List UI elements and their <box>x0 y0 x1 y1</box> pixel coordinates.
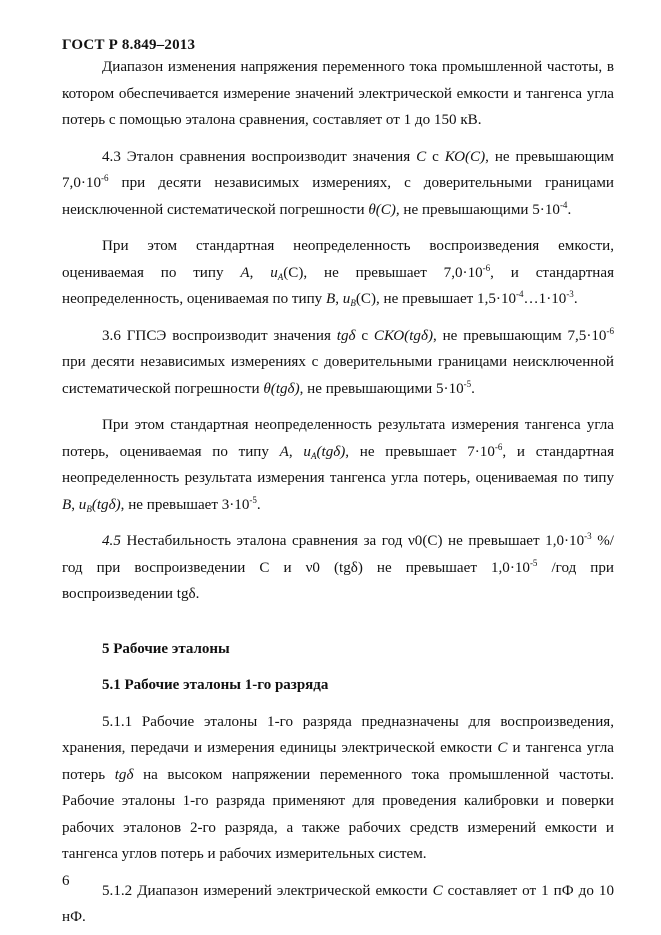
standard-code-header: ГОСТ Р 8.849–2013 <box>62 37 196 53</box>
paragraph-5-1-1: 5.1.1 Рабочие эталоны 1-го разряда предназначены для воспроизведения, хранения, передачи и измерения единицы электрической емкости С и тангенса угла потерь tgδ на высоком напряжении переменного тока промышленной частоты. Рабочие эталоны 1-го разряда применяют для проведения калибровки и поверки рабочих эталонов 2-го разряда, а также рабочих средств измерений емкости и тангенса углов потерь и рабочих измерительных систем. <box>62 713 614 862</box>
paragraph-4-3: 4.3 Эталон сравнения воспроизводит значения С с КО(С), не превышающим $7,0\cdot 10^{-6}$ при десяти независимых измерениях, с доверительными границами неисключенной систематической погрешности θ(С), не превышающими $5\cdot 10^{-4}$. <box>62 148 614 218</box>
paragraph-tangent-uncertainty: При этом стандартная неопределенность результата измерения тангенса угла потерь, оцениваемая по типу А, $u_A(tg\delta)$, не превышает $7\cdot 10^{-6}$, и стандартная неопределенность результата измерения тангенса угла потерь, оцениваемая по типу В, $u_B(tg\delta)$, не превышает $3\cdot 10^{-5}$. <box>62 417 615 514</box>
page-body <box>62 54 614 931</box>
paragraph-voltage-range: Диапазон изменения напряжения переменного тока промышленной частоты, в котором обеспечивается измерение значений электрической емкости и тангенса угла потерь с помощью эталона сравнения, составляет от 1 до 150 кВ. <box>62 59 614 128</box>
paragraph-capacitance-uncertainty: При этом стандартная неопределенность воспроизведения емкости, оцениваемая по типу А, $u_A(С)$, не превышает $7,0\cdot 10^{-6}$, и стандартная неопределенность, оцениваемая по типу В, $u_B(С)$, не превышает $1,5\cdot 10^{-4}\dots 1\cdot 10^{-3}$. <box>62 238 615 308</box>
paragraph-3-6: 3.6 ГПСЭ воспроизводит значения tgδ с СКО(tgδ), не превышающим $7,5\cdot 10^{-6}$ при десяти независимых измерениях с доверительными границами неисключенной систематической погрешности θ(tgδ), не превышающими $5\cdot 10^{-5}$. <box>62 325 614 397</box>
page-number: 6 <box>62 873 70 889</box>
section-heading-5-1: 5.1 Рабочие эталоны 1-го разряда <box>102 677 329 693</box>
paragraph-5-1-2: 5.1.2 Диапазон измерений электрической емкости С составляет от 1 пФ до 10 нФ. <box>62 882 615 925</box>
section-heading-5: 5 Рабочие эталоны <box>102 640 230 657</box>
paragraph-4-5: 4.5 Нестабильность эталона сравнения за год ν0(С) не превышает $1,0\cdot 10^{-3}$ %/год при воспроизведении С и ν0 (tgδ) не превышает $1,0\cdot 10^{-5}$ /год при воспроизведении tgδ. <box>62 531 614 602</box>
